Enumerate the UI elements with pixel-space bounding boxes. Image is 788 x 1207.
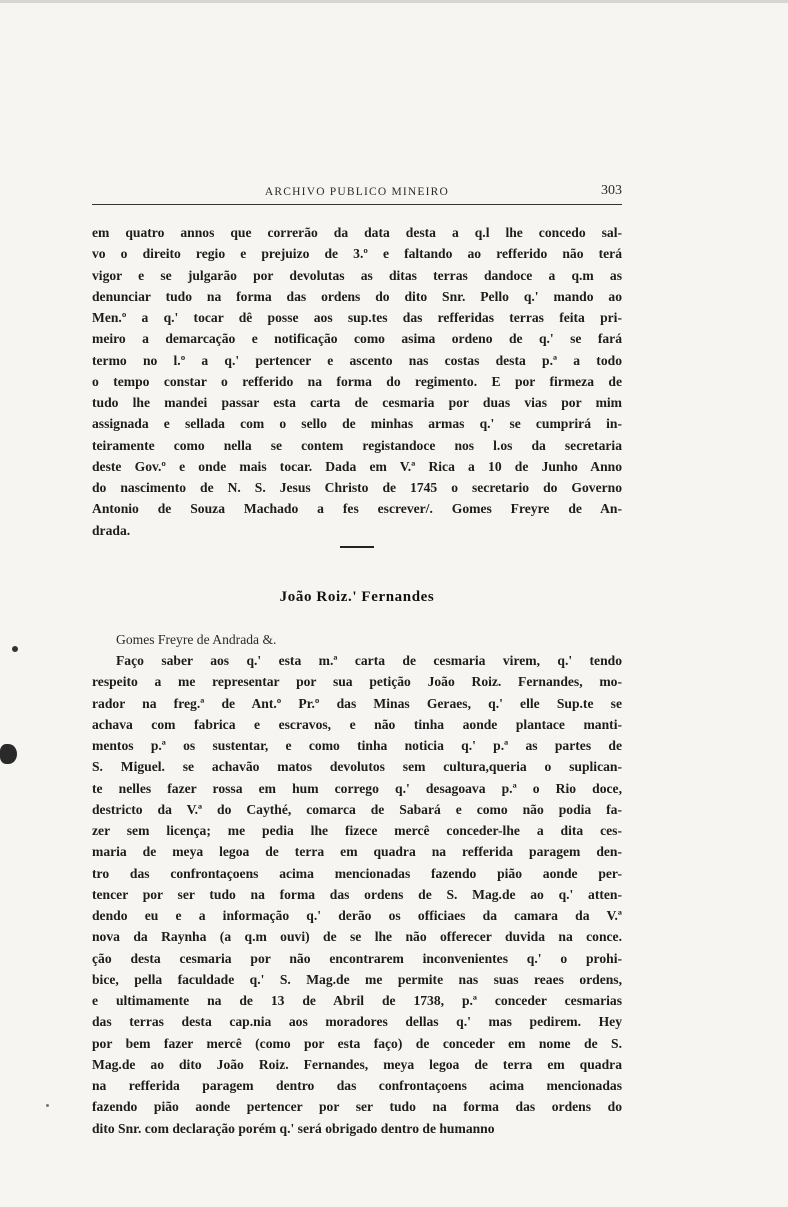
text-line: ção desta cesmaria por não encontrarem inconvenientes q.' o prohi-: [92, 950, 622, 966]
section-heading: João Roiz.' Fernandes: [279, 589, 435, 605]
text-line: termo no l.º a q.' pertencer e ascento nas costas desta p.ª a todo: [92, 352, 622, 368]
text-line: na refferida paragem dentro das confrontaçoens acima mencionadas: [92, 1078, 622, 1093]
text-line: tencer por ser tudo na forma das ordens de S. Mag.de ao q.' atten-: [92, 886, 622, 902]
page-number: 303: [601, 183, 622, 198]
text-line: bice, pella faculdade q.' S. Mag.de me permite nas suas reaes ordens,: [92, 971, 622, 987]
text-line: maria de meya legoa de terra em quadra na refferida paragem den-: [92, 844, 622, 860]
text-line: Mag.de ao dito João Roiz. Fernandes, meya legoa de terra em quadra: [92, 1056, 622, 1072]
text-line: fazendo pião aonde pertencer por ser tudo na forma das ordens do: [92, 1099, 622, 1115]
text-line: drada.: [92, 522, 131, 538]
text-line: dendo eu e a informação q.' derão os officiaes da camara da V.ª: [92, 908, 622, 923]
text-line: e ultimamente na de 13 de Abril de 1738, p.ª conceder cesmarias: [92, 993, 622, 1008]
text-line: o tempo constar o refferido na forma do regimento. E por firmeza de: [92, 373, 622, 389]
text-line: tro das confrontaçoens acima mencionadas fazendo pião aonde per-: [92, 865, 622, 881]
running-title: ARCHIVO PUBLICO MINEIRO: [264, 186, 450, 198]
text-line: vo o direito regio e prejuizo de 3.º e faltando ao refferido não terá: [92, 246, 622, 262]
grant-text-block: [92, 650, 622, 1139]
text-line: mentos p.ª os sustentar, e como tinha noticia q.' p.ª as partes de: [92, 738, 622, 753]
text-line: teiramente como nella se contem registandoce nos l.os da secretaria: [92, 437, 622, 453]
continued-text-block: [92, 222, 622, 541]
section-divider: [340, 546, 374, 548]
text-line: zer sem licença; me pedia lhe fizece mercê conceder-lhe a dita ces-: [92, 823, 622, 838]
page-top-edge: [0, 0, 788, 3]
text-line: meiro a demarcação e notificação como asima ordeno de q.' se fará: [92, 331, 622, 347]
text-line: vigor e se julgarão por devolutas as ditas terras dandoce a q.m as: [92, 267, 622, 283]
text-line: S. Miguel. se achavão matos devolutos sem cultura,queria o suplican-: [92, 759, 622, 775]
header-rule: [92, 204, 622, 205]
text-line: te nelles fazer rossa em hum corrego q.' desagoava p.ª o Rio doce,: [92, 780, 622, 796]
text-line: destricto da V.ª do Caythé, comarca de Sabará e como não podia fa-: [92, 801, 622, 817]
text-line: do nascimento de N. S. Jesus Christo de 1745 o secretario do Governo: [92, 480, 622, 495]
text-line: tudo lhe mandei passar esta carta de cesmaria por duas vias por mim: [92, 395, 622, 410]
text-line: denunciar tudo na forma das ordens do dito Snr. Pello q.' mando ao: [92, 288, 622, 304]
salutation-line: Gomes Freyre de Andrada &.: [116, 632, 277, 647]
text-line: por bem fazer mercê (como por esta faço) de conceder em nome de S.: [92, 1035, 622, 1051]
margin-speck: [46, 1104, 49, 1107]
text-line: nova da Raynha (a q.m ouvi) de se lhe não offerecer duvida na conce.: [92, 929, 622, 945]
text-line: Men.º a q.' tocar dê posse aos sup.tes das refferidas terras feita pri-: [92, 310, 622, 325]
text-line: assignada e sellada com o sello de minhas armas q.' se cumprirá in-: [92, 416, 622, 432]
margin-speck: [12, 646, 18, 652]
text-line: Antonio de Souza Machado a fes escrever/. Gomes Freyre de An-: [92, 501, 622, 517]
text-line: rador na freg.ª de Ant.º Pr.º das Minas Geraes, q.' elle Sup.te se: [92, 695, 622, 711]
text-line: das terras desta cap.nia aos moradores dellas q.' mas pedirem. Hey: [92, 1014, 622, 1030]
text-line: dito Snr. com declaração porém q.' será obrigado dentro de humanno: [92, 1120, 495, 1136]
text-line: em quatro annos que correrão da data desta a q.l lhe concedo sal-: [92, 225, 622, 240]
running-head: [92, 183, 622, 203]
margin-blot: [0, 744, 17, 764]
text-line: deste Gov.º e onde mais tocar. Dada em V.ª Rica a 10 de Junho Anno: [92, 458, 622, 474]
text-line: achava com fabrica e escravos, e não tinha aonde plantace manti-: [92, 716, 622, 732]
text-line: respeito a me representar por sua petição João Roiz. Fernandes, mo-: [92, 674, 622, 690]
text-line: Faço saber aos q.' esta m.ª carta de cesmaria virem, q.' tendo: [116, 653, 622, 668]
